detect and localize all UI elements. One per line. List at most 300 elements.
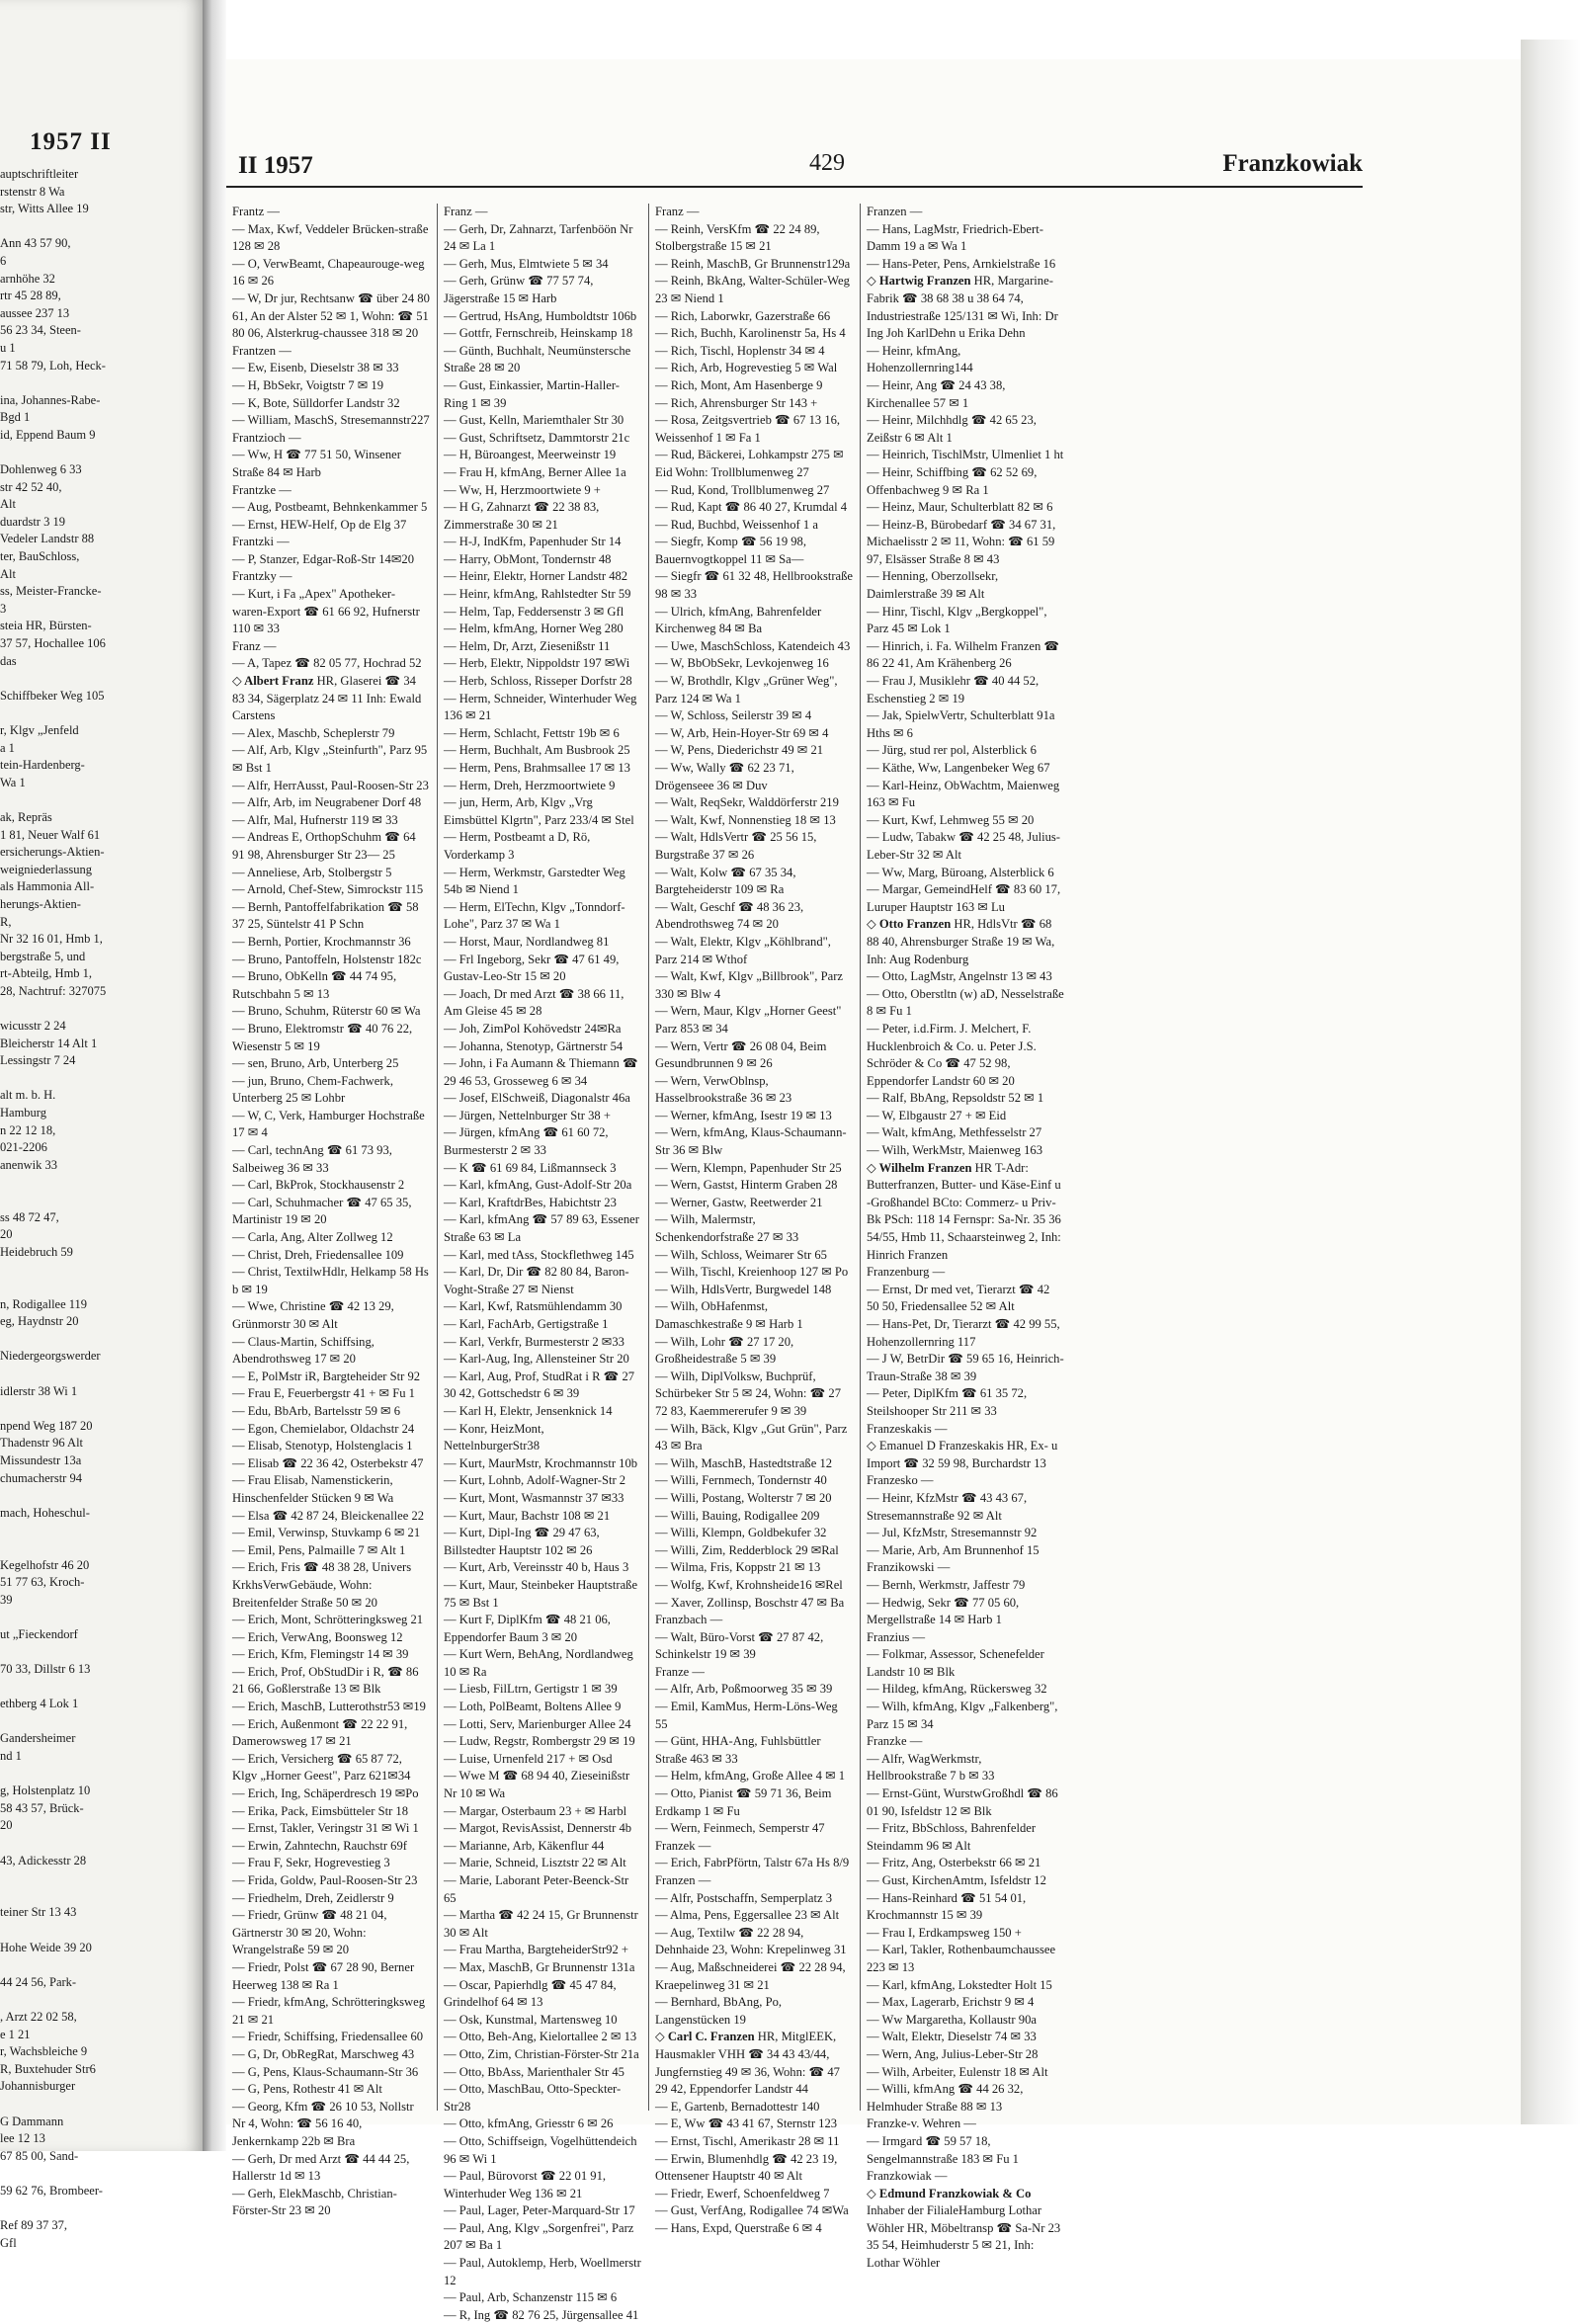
directory-entry: — Alfr, HerrAusst, Paul-Roosen-Str 23 bbox=[232, 778, 429, 792]
facing-page-line: r, Klgv „Jenfeld bbox=[0, 723, 79, 737]
directory-entry: — Liesb, FilLtrn, Gertigstr 1 ✉ 39 bbox=[444, 1682, 618, 1697]
directory-entry: — Ww, Wally ☎ 62 23 71, Drögenseee 36 ✉ Duv bbox=[655, 761, 794, 792]
directory-entry: — E, Ww ☎ 43 41 67, Sternstr 123 bbox=[655, 2116, 838, 2131]
facing-page-line: anenwik 33 bbox=[0, 1157, 57, 1172]
facing-page-line: das bbox=[0, 653, 17, 668]
facing-page-line: Bleicherstr 14 Alt 1 bbox=[0, 1036, 98, 1050]
directory-entry: — Frau Elisab, Namenstickerin, Hinschenfelder Stücken 9 ✉ Wa bbox=[232, 1473, 394, 1505]
facing-page-line bbox=[0, 1956, 188, 1974]
directory-entry: — William, MaschS, Stresemannstr227 bbox=[232, 413, 430, 428]
facing-page-line: tein-Hardenberg- bbox=[0, 758, 85, 773]
directory-entry: — Reinh, VersKfm ☎ 22 24 89, Stolbergstraße 15 ✉ 21 bbox=[655, 221, 820, 254]
facing-page-line bbox=[0, 1366, 188, 1383]
directory-entry: — Rud, Bäckerei, Lohkampstr 275 ✉ Eid Wohn: Trollblumenweg 27 bbox=[655, 448, 844, 479]
directory-entry: — Heinr, Ang ☎ 24 43 38, Kirchenallee 57 ✉ 1 bbox=[867, 377, 1006, 410]
directory-entry: — Otto, Pianist ☎ 59 71 36, Beim Erdkamp 1 ✉ Fu bbox=[655, 1786, 832, 1818]
directory-entry: — Walt, Kolw ☎ 67 35 34, Bargteheiderstr 109 ✉ Ra bbox=[655, 865, 796, 897]
directory-entry: — Wilh, Bäck, Klgv „Gut Grün", Parz 43 ✉ Bra bbox=[655, 1421, 848, 1453]
directory-entry: — Günt, HHA-Ang, Fuhlsbüttler Straße 463 ✉ 33 bbox=[655, 1734, 821, 1766]
directory-entry: — Herb, Schloss, Risseper Dorfstr 28 bbox=[444, 674, 632, 689]
directory-entry: ◇ Carl C. Franzen HR, MitglEEK, Hausmakler VHH ☎ 34 43 43/44, Jungfernstieg 49 ✉ 36, Wohn: ☎ 47 29 42, Eppendorfer Landstr 44 bbox=[655, 2030, 840, 2097]
directory-entry: — Gerh, Dr, Zahnarzt, Tarfenböön Nr 24 ✉ La 1 bbox=[444, 221, 633, 254]
directory-entry: — Otto, Schiffseign, Vogelhüttendeich 96 ✉ Wi 1 bbox=[444, 2133, 637, 2166]
directory-entry: — Hans-Reinhard ☎ 51 54 01, Krochmannstr 15 ✉ 39 bbox=[867, 1890, 1027, 1923]
directory-entry: — Frau Martha, BargteheiderStr92 + bbox=[444, 1943, 628, 1957]
directory-entry: — Konr, HeizMont, NettelnburgerStr38 bbox=[444, 1421, 544, 1453]
directory-entry: — Friedr, Polst ☎ 67 28 90, Berner Heerweg 138 ✉ Ra 1 bbox=[232, 1959, 415, 1992]
directory-entry: — W, Dr jur, Rechtsanw ☎ über 24 80 61, An der Alster 52 ✉ 1, Wohn: ☎ 51 80 06, Alsterkrug-chaussee 318 ✉ 20 bbox=[232, 290, 430, 341]
facing-page-line: Alt bbox=[0, 497, 16, 512]
directory-entry: — Herm, Pens, Brahmsallee 17 ✉ 13 bbox=[444, 761, 630, 775]
facing-page-line bbox=[0, 2165, 188, 2183]
directory-entry: Franzbach — bbox=[655, 1613, 723, 1627]
facing-page-line: als Hammonia All- bbox=[0, 879, 95, 894]
directory-entry: — Margar, GemeindHelf ☎ 83 60 17, Luruper Hauptstr 163 ✉ Lu bbox=[867, 882, 1061, 914]
directory-entry: — Arnold, Chef-Stew, Simrockstr 115 bbox=[232, 882, 424, 897]
directory-entry: — Christ, TextilwHdlr, Helkamp 58 Hs b ✉ 19 bbox=[232, 1265, 429, 1296]
directory-entry: — Kurt, i Fa „Apex" Apotheker-waren-Export ☎ 61 66 92, Hufnerstr 110 ✉ 33 bbox=[232, 587, 420, 636]
facing-page-line: 37 57, Hochallee 106 bbox=[0, 636, 106, 651]
facing-page-line: u 1 bbox=[0, 340, 16, 355]
directory-entry: — J W, BetrDir ☎ 59 65 16, Heinrich-Traun-Straße 38 ✉ 39 bbox=[867, 1352, 1064, 1383]
facing-page-line: Wa 1 bbox=[0, 775, 26, 789]
facing-page-line: mach, Hoheschul- bbox=[0, 1505, 90, 1520]
facing-page-line: steia HR, Bürsten- bbox=[0, 619, 92, 633]
directory-entry: — Josef, ElSchweiß, Diagonalstr 46a bbox=[444, 1091, 630, 1106]
directory-entry: — Wilh, WerkMstr, Maienweg 163 bbox=[867, 1143, 1042, 1158]
page-header bbox=[226, 146, 1363, 188]
directory-entry: — Gottfr, Fernschreib, Heinskamp 18 bbox=[444, 326, 633, 341]
facing-page-line: 51 77 63, Kroch- bbox=[0, 1575, 85, 1590]
directory-entry: — Rich, Ahrensburger Str 143 + bbox=[655, 395, 818, 410]
facing-page-line: Johannisburger bbox=[0, 2079, 76, 2094]
directory-entry: — Kurt, Arb, Vereinsstr 40 b, Haus 3 bbox=[444, 1560, 629, 1575]
facing-page-line: 56 23 34, Steen- bbox=[0, 323, 81, 338]
directory-entry: — Margot, RevisAssist, Dennerstr 4b bbox=[444, 1821, 632, 1836]
directory-entry: — John, i Fa Aumann & Thiemann ☎ 29 46 53, Grosseweg 6 ✉ 34 bbox=[444, 1056, 638, 1088]
directory-entry: — Hans, LagMstr, Friedrich-Ebert-Damm 19 a ✉ Wa 1 bbox=[867, 221, 1043, 254]
directory-entry: — Edu, BbArb, Bartelsstr 59 ✉ 6 bbox=[232, 1403, 401, 1418]
directory-entry: — W, C, Verk, Hamburger Hochstraße 17 ✉ 4 bbox=[232, 1108, 425, 1140]
directory-entry: — Otto, kfmAng, Griesstr 6 ✉ 26 bbox=[444, 2116, 614, 2131]
directory-entry: — Georg, Kfm ☎ 26 10 53, Nollstr Nr 4, Wohn: ☎ 56 16 40, Jenkernkamp 22b ✉ Bra bbox=[232, 2099, 414, 2148]
directory-entry: — Wilh, HdlsVertr, Burgwedel 148 bbox=[655, 1282, 832, 1296]
facing-page-line: ina, Johannes-Rabe- bbox=[0, 392, 101, 407]
facing-page-line: Thadenstr 96 Alt bbox=[0, 1436, 84, 1451]
directory-entry: — Aug, Textilw ☎ 22 28 94, Dehnhaide 23, Wohn: Krepelinweg 31 bbox=[655, 1925, 847, 1957]
directory-entry: — Hans-Pet, Dr, Tierarzt ☎ 42 99 55, Hohenzollernring 117 bbox=[867, 1317, 1060, 1349]
directory-entry: — G, Pens, Klaus-Schaumann-Str 36 bbox=[232, 2064, 419, 2079]
directory-entry: — Helm, Tap, Feddersenstr 3 ✉ Gfl bbox=[444, 604, 624, 619]
facing-page-line: Hohe Weide 39 20 bbox=[0, 1940, 92, 1954]
facing-page-line: wicusstr 2 24 bbox=[0, 1019, 66, 1034]
facing-page-line: 20 bbox=[0, 1227, 13, 1242]
directory-entry: — Wilh, Malermstr, Schenkendorfstraße 27 ✉ 33 bbox=[655, 1212, 799, 1245]
directory-entry: — Wilma, Fris, Koppstr 21 ✉ 13 bbox=[655, 1560, 821, 1575]
directory-entry: — Alfr, Arb, Poßmoorweg 35 ✉ 39 bbox=[655, 1682, 833, 1697]
directory-entry: Frantzen — bbox=[232, 343, 291, 358]
facing-page-line: 70 33, Dillstr 6 13 bbox=[0, 1662, 91, 1677]
directory-entry: — Elsa ☎ 42 87 24, Bleickenallee 22 bbox=[232, 1508, 425, 1523]
facing-page-line: id, Eppend Baum 9 bbox=[0, 427, 96, 442]
directory-entry: — Werner, kfmAng, Isestr 19 ✉ 13 bbox=[655, 1108, 832, 1122]
directory-entry: — Marie, Laborant Peter-Beenck-Str 65 bbox=[444, 1873, 629, 1905]
directory-entry: — Alma, Pens, Eggersallee 23 ✉ Alt bbox=[655, 1908, 840, 1923]
directory-entry: — Wilh, Arbeiter, Eulenstr 18 ✉ Alt bbox=[867, 2064, 1048, 2079]
directory-entry: — Wern, Vertr ☎ 26 08 04, Beim Gesundbrunnen 9 ✉ 26 bbox=[655, 1038, 827, 1071]
facing-page-line: 39 bbox=[0, 1592, 13, 1607]
directory-entry: — Erich, Kfm, Flemingstr 14 ✉ 39 bbox=[232, 1647, 409, 1662]
directory-entry: — Alfr, Postschaffn, Semperplatz 3 bbox=[655, 1890, 833, 1905]
directory-entry: — Kurt, Dipl-Ing ☎ 29 47 63, Billstedter Hauptstr 102 ✉ 26 bbox=[444, 1526, 600, 1557]
directory-entry: — Emil, KamMus, Herm-Löns-Weg 55 bbox=[655, 1700, 838, 1731]
directory-entry: — Frau H, kfmAng, Berner Allee 1a bbox=[444, 464, 626, 479]
facing-page-line: 6 bbox=[0, 253, 7, 268]
facing-page-line: bergstraße 5, und bbox=[0, 949, 86, 963]
facing-page-line: Heidebruch 59 bbox=[0, 1244, 73, 1259]
directory-entry: — Bruno, Elektromstr ☎ 40 76 22, Wiesenstr 5 ✉ 19 bbox=[232, 1021, 413, 1053]
directory-entry: — Walt, Elektr, Dieselstr 74 ✉ 33 bbox=[867, 2030, 1037, 2044]
directory-entry: — Bernhard, BbAng, Po, Langenstücken 19 bbox=[655, 1995, 783, 2027]
facing-page-line: ut „Fieckendorf bbox=[0, 1626, 78, 1641]
directory-entry: — Frau J, Musiklehr ☎ 40 44 52, Eschenstieg 2 ✉ 19 bbox=[867, 674, 1040, 706]
directory-entry: — Frau I, Erdkampsweg 150 + bbox=[867, 1925, 1022, 1940]
directory-column-1 bbox=[232, 204, 430, 2218]
directory-entry: — Carl, BkProk, Stockhausenstr 2 bbox=[232, 1178, 405, 1193]
directory-entry: — Karl, Verkfr, Burmesterstr 2 ✉33 bbox=[444, 1334, 624, 1349]
directory-entry: — W, Schloss, Seilerstr 39 ✉ 4 bbox=[655, 708, 812, 723]
directory-entry: Franzke-v. Wehren — bbox=[867, 2116, 976, 2131]
facing-page-line bbox=[0, 1001, 188, 1019]
directory-entry: — Herm, Schneider, Winterhuder Weg 136 ✉ 21 bbox=[444, 691, 637, 723]
facing-page-line bbox=[0, 1869, 188, 1887]
facing-page-line: 67 85 00, Sand- bbox=[0, 2148, 79, 2163]
directory-entry: — Otto, Oberstltn (w) aD, Nesselstraße 8 ✉ Fu 1 bbox=[867, 986, 1064, 1019]
directory-entry: — Friedhelm, Dreh, Zeidlerstr 9 bbox=[232, 1890, 394, 1905]
directory-entry: — Ludw, Regstr, Rombergstr 29 ✉ 19 bbox=[444, 1734, 635, 1749]
directory-entry: — Wilh, Tischl, Kreienhoop 127 ✉ Po bbox=[655, 1265, 849, 1280]
directory-entry: — Andreas E, OrthopSchuhm ☎ 64 91 98, Ahrensburger Str 23— 25 bbox=[232, 830, 416, 862]
directory-entry: Franz — bbox=[655, 205, 700, 218]
directory-entry: — Bernh, Pantoffelfabrikation ☎ 58 37 25, Süntelstr 41 P Schn bbox=[232, 899, 419, 932]
directory-entry: ◇ Hartwig Franzen HR, Margarine-Fabrik ☎ 38 68 38 u 38 64 74, Industriestraße 125/131 ✉ Wi, Inh: Dr Ing Joh KarlDehn u Erika Dehn bbox=[867, 274, 1058, 341]
facing-page-line bbox=[0, 1070, 188, 1088]
directory-entry: — W, BbObSekr, Levkojenweg 16 bbox=[655, 656, 829, 671]
facing-page-line: 58 43 57, Brück- bbox=[0, 1800, 84, 1815]
directory-entry: — Aug, Maßschneiderei ☎ 22 28 94, Kraepelinweg 31 ✉ 21 bbox=[655, 1959, 846, 1992]
facing-page-line: e 1 21 bbox=[0, 2027, 31, 2041]
page-edge bbox=[1521, 40, 1581, 2124]
directory-entry: — H-J, IndKfm, Papenhuder Str 14 bbox=[444, 535, 622, 549]
directory-entry: — Werner, Gastw, Reetwerder 21 bbox=[655, 1195, 823, 1209]
directory-entry: — Kurt, Kwf, Lehmweg 55 ✉ 20 bbox=[867, 812, 1035, 827]
directory-entry: — Karl, Kwf, Ratsmühlendamm 30 bbox=[444, 1299, 623, 1314]
directory-entry: — Erwin, Zahntechn, Rauchstr 69f bbox=[232, 1838, 407, 1853]
facing-page-line bbox=[0, 1887, 188, 1905]
directory-entry: — Alfr, Arb, im Neugrabener Dorf 48 bbox=[232, 795, 422, 810]
directory-entry: — Helm, kfmAng, Horner Weg 280 bbox=[444, 622, 624, 636]
directory-entry: Franzesko — bbox=[867, 1473, 934, 1488]
directory-entry: — Willi, Zim, Redderblock 29 ✉Ral bbox=[655, 1542, 839, 1557]
directory-entry: — Fritz, BbSchloss, Bahrenfelder Steindamm 96 ✉ Alt bbox=[867, 1821, 1037, 1853]
directory-entry: ◇ Emanuel D Franzeskakis HR, Ex- u Import ☎ 32 59 98, Burchardstr 13 bbox=[867, 1439, 1058, 1470]
directory-entry: — Heinr, Elektr, Horner Landstr 482 bbox=[444, 569, 628, 584]
directory-entry: — Willi, Bauing, Rodigallee 209 bbox=[655, 1508, 820, 1523]
directory-entry: — Rosa, Zeitgsvertrieb ☎ 67 13 16, Weissenhof 1 ✉ Fa 1 bbox=[655, 413, 841, 445]
directory-entry: — G, Pens, Rothestr 41 ✉ Alt bbox=[232, 2082, 382, 2097]
directory-entry: — Wolfg, Kwf, Krohnsheide16 ✉Rel bbox=[655, 1577, 843, 1592]
directory-entry: — Herm, Werkmstr, Garstedter Weg 54b ✉ Niend 1 bbox=[444, 865, 625, 897]
directory-entry: — Claus-Martin, Schiffsing, Abendrothsweg 17 ✉ 20 bbox=[232, 1334, 374, 1367]
facing-page-line: Kegelhofstr 46 20 bbox=[0, 1557, 90, 1572]
facing-page-line: , Arzt 22 02 58, bbox=[0, 2009, 77, 2024]
directory-entry: — Peter, DiplKfm ☎ 61 35 72, Steilshooper Str 211 ✉ 33 bbox=[867, 1386, 1028, 1418]
directory-entry: Franzen — bbox=[655, 1873, 711, 1887]
facing-page-line bbox=[0, 218, 188, 236]
facing-page-line bbox=[0, 1192, 188, 1209]
directory-entry: — Willi, Postang, Wolterstr 7 ✉ 20 bbox=[655, 1490, 832, 1505]
directory-entry: Franzeskakis — bbox=[867, 1421, 948, 1436]
directory-entry: — Rud, Kond, Trollblumenweg 27 bbox=[655, 482, 830, 497]
facing-page-line: ersicherungs-Aktien- bbox=[0, 845, 105, 860]
facing-page-line: n, Rodigallee 119 bbox=[0, 1296, 88, 1311]
facing-page-line: eg, Haydnstr 20 bbox=[0, 1314, 79, 1329]
facing-page-line: rt-Abteilg, Hmb 1, bbox=[0, 966, 93, 981]
directory-entry: — Ludw, Tabakw ☎ 42 25 48, Julius-Leber-Str 32 ✉ Alt bbox=[867, 830, 1061, 862]
directory-entry: — Horst, Maur, Nordlandweg 81 bbox=[444, 934, 610, 949]
directory-entry: — Karl, kfmAng, Gust-Adolf-Str 20a bbox=[444, 1178, 632, 1193]
facing-page-line: g, Holstenplatz 10 bbox=[0, 1784, 91, 1798]
directory-entry: — Walt, Büro-Vorst ☎ 27 87 42, Schinkelstr 19 ✉ 39 bbox=[655, 1629, 824, 1662]
directory-entry: — Siegfr ☎ 61 32 48, Hellbrookstraße 98 ✉ 33 bbox=[655, 569, 854, 602]
directory-entry: — Wwe, Christine ☎ 42 13 29, Grünmorstr 30 ✉ Alt bbox=[232, 1299, 394, 1331]
facing-page-line: 20 bbox=[0, 1818, 13, 1833]
directory-entry: Franzius — bbox=[867, 1629, 926, 1644]
directory-entry: — Karl, Takler, Rothenbaumchaussee 223 ✉ 13 bbox=[867, 1943, 1056, 1974]
directory-entry: — Anneliese, Arb, Stolbergstr 5 bbox=[232, 865, 392, 879]
facing-page-line bbox=[0, 1400, 188, 1418]
directory-entry: — Rich, Buchh, Karolinenstr 5a, Hs 4 bbox=[655, 326, 846, 341]
directory-entry: — O, VerwBeamt, Chapeaurouge-weg 16 ✉ 26 bbox=[232, 256, 425, 289]
directory-entry: — Erich, Mont, Schrötteringksweg 21 bbox=[232, 1613, 424, 1627]
directory-entry: — Erich, Außenmont ☎ 22 22 91, Damerowsweg 17 ✉ 21 bbox=[232, 1716, 408, 1749]
facing-page-line: 44 24 56, Park- bbox=[0, 1974, 77, 1989]
directory-entry: — Jürgen, Nettelnburger Str 38 + bbox=[444, 1108, 611, 1122]
directory-entry: — Xaver, Zollinsp, Boschstr 47 ✉ Ba bbox=[655, 1595, 845, 1610]
directory-entry: — Heinr, Schiffbing ☎ 62 52 69, Offenbachweg 9 ✉ Ra 1 bbox=[867, 464, 1038, 497]
directory-entry: — Wilh, Schloss, Weimarer Str 65 bbox=[655, 1247, 827, 1262]
directory-entry: — Jul, KfzMstr, Stresemannstr 92 bbox=[867, 1526, 1038, 1540]
directory-entry: — Jak, SpielwVertr, Schulterblatt 91a Hths ✉ 6 bbox=[867, 708, 1055, 740]
directory-entry: — Hinrich, i. Fa. Wilhelm Franzen ☎ 86 22 41, Am Krähenberg 26 bbox=[867, 638, 1060, 671]
facing-page-line bbox=[0, 2200, 188, 2217]
directory-entry: Franzke — bbox=[867, 1734, 923, 1749]
directory-entry: — Walt, Elektr, Klgv „Köhlbrand", Parz 214 ✉ Wthof bbox=[655, 934, 831, 966]
directory-entry: Franzen — bbox=[867, 205, 923, 218]
facing-page-text bbox=[0, 166, 188, 2252]
facing-page-line bbox=[0, 374, 188, 392]
page-number: 429 bbox=[809, 150, 845, 176]
directory-entry: — Erich, VerwAng, Boonsweg 12 bbox=[232, 1629, 403, 1644]
directory-column-4 bbox=[867, 204, 1064, 2271]
facing-page-line: Niedergeorgswerder bbox=[0, 1349, 101, 1364]
directory-entry: — Günth, Buchhalt, Neumünstersche Straße 28 ✉ 20 bbox=[444, 343, 631, 375]
facing-page-line: chumacherstr 94 bbox=[0, 1470, 82, 1485]
facing-page-line: aussee 237 13 bbox=[0, 305, 70, 320]
directory-entry: — Ernst-Günt, WurstwGroßhdl ☎ 86 01 90, Isfeldstr 12 ✉ Blk bbox=[867, 1786, 1058, 1818]
directory-columns bbox=[232, 204, 1369, 2322]
directory-entry: — K ☎ 61 69 84, Lißmannseck 3 bbox=[444, 1160, 617, 1175]
directory-entry: — Hedwig, Sekr ☎ 77 05 60, Mergellstraße 14 ✉ Harb 1 bbox=[867, 1595, 1020, 1627]
directory-entry: — Rich, Tischl, Hoplenstr 34 ✉ 4 bbox=[655, 343, 825, 358]
directory-entry: ◇ Wilhelm Franzen HR T-Adr: Butterfranzen, Butter- und Käse-Einf u -Großhandel BCto: Commerz- u Priv-Bk PSch: 118 14 Fernspr: Sa-Nr. 35 36 54/55, Hmb 11, Schaarsteinweg 2, Inh: Hinrich Franzen bbox=[867, 1160, 1061, 1262]
directory-entry: — Folkmar, Assessor, Schenefelder Landstr 10 ✉ Blk bbox=[867, 1647, 1044, 1679]
directory-entry: — Wern, Ang, Julius-Leber-Str 28 bbox=[867, 2046, 1039, 2061]
directory-entry: — Reinh, BkAng, Walter-Schüler-Weg 23 ✉ Niend 1 bbox=[655, 274, 850, 305]
directory-entry: — Erich, Fris ☎ 48 38 28, Univers KrkhsVerwGebäude, Wohn: Breitenfelder Straße 50 ✉ 20 bbox=[232, 1560, 412, 1610]
facing-page-line: ss, Meister-Francke- bbox=[0, 584, 102, 599]
column-divider bbox=[860, 204, 861, 2111]
directory-entry: — Aug, Postbeamt, Behnkenkammer 5 bbox=[232, 500, 428, 515]
directory-column-2 bbox=[444, 204, 641, 2322]
directory-entry: — Alfr, WagWerkmstr, Hellbrookstraße 7 b ✉ 33 bbox=[867, 1751, 995, 1784]
directory-entry: — Frau E, Feuerbergstr 41 + ✉ Fu 1 bbox=[232, 1386, 415, 1401]
directory-entry: — Otto, MaschBau, Otto-Speckter-Str28 bbox=[444, 2082, 622, 2114]
directory-entry: — Joh, ZimPol Kohövedstr 24✉Ra bbox=[444, 1021, 622, 1036]
directory-entry: — Ralf, BbAng, Repsoldstr 52 ✉ 1 bbox=[867, 1091, 1044, 1106]
directory-entry: — Heinr, Milchhdlg ☎ 42 65 23, Zeißstr 6 ✉ Alt 1 bbox=[867, 413, 1037, 445]
directory-entry: — Ernst, Dr med vet, Tierarzt ☎ 42 50 50, Friedensallee 52 ✉ Alt bbox=[867, 1282, 1050, 1314]
facing-page-line: 28, Nachtruf: 327075 bbox=[0, 983, 107, 998]
directory-entry: — Hildeg, kfmAng, Rückersweg 32 bbox=[867, 1682, 1047, 1697]
facing-page-line: n 22 12 18, bbox=[0, 1122, 56, 1137]
directory-entry: — A, Tapez ☎ 82 05 77, Hochrad 52 bbox=[232, 656, 422, 671]
directory-entry: — Walt, ReqSekr, Walddörferstr 219 bbox=[655, 795, 839, 810]
directory-entry: — Erich, FabrPförtn, Talstr 67a Hs 8/9 bbox=[655, 1856, 850, 1870]
facing-page-line: Dohlenweg 6 33 bbox=[0, 462, 82, 477]
directory-entry: Franz — bbox=[444, 205, 488, 218]
directory-entry: — Ernst, Takler, Veringstr 31 ✉ Wi 1 bbox=[232, 1821, 419, 1836]
directory-entry: — Erich, Versicherg ☎ 65 87 72, Klgv „Horner Geest", Parz 621✉34 bbox=[232, 1751, 411, 1784]
directory-entry: — Gertrud, HsAng, Humboldtstr 106b bbox=[444, 308, 637, 323]
directory-entry: — Joach, Dr med Arzt ☎ 38 66 11, Am Gleise 45 ✉ 28 bbox=[444, 986, 624, 1019]
facing-page-line bbox=[0, 1487, 188, 1505]
directory-entry: Frantzke — bbox=[232, 482, 291, 497]
facing-page-line: R, Buxtehuder Str6 bbox=[0, 2061, 96, 2076]
directory-entry: — Paul, Lager, Peter-Marquard-Str 17 bbox=[444, 2203, 635, 2218]
facing-page-line: alt m. b. H. bbox=[0, 1088, 56, 1103]
directory-entry: — Kurt, Lohnb, Adolf-Wagner-Str 2 bbox=[444, 1473, 626, 1488]
directory-entry: Frantzky — bbox=[232, 569, 292, 584]
facing-page-line bbox=[0, 1922, 188, 1940]
directory-entry: — Gerh, ElekMaschb, Christian-Förster-Str 23 ✉ 20 bbox=[232, 2186, 397, 2218]
directory-entry: — Carla, Ang, Alter Zollweg 12 bbox=[232, 1230, 393, 1245]
directory-entry: — Rud, Buchbd, Weissenhof 1 a bbox=[655, 517, 818, 532]
directory-entry: — Friedr, kfmAng, Schrötteringksweg 21 ✉ 21 bbox=[232, 1995, 426, 2027]
directory-entry: — Ww Margaretha, Kollaustr 90a bbox=[867, 2012, 1037, 2027]
directory-entry: — Max, Lagerarb, Erichstr 9 ✉ 4 bbox=[867, 1995, 1035, 2010]
directory-entry: — Erich, Ing, Schäperdresch 19 ✉Po bbox=[232, 1786, 419, 1801]
column-divider bbox=[437, 204, 438, 2111]
directory-entry: — Herm, Postbeamt a D, Rö, Vorderkamp 3 bbox=[444, 830, 591, 862]
directory-entry: — Harry, ObMont, Tondernstr 48 bbox=[444, 551, 612, 566]
directory-entry: — Wilh, kfmAng, Klgv „Falkenberg", Parz 15 ✉ 34 bbox=[867, 1700, 1058, 1731]
directory-entry: — Otto, LagMstr, Angelnstr 13 ✉ 43 bbox=[867, 969, 1052, 984]
facing-page-line: Ann 43 57 90, bbox=[0, 236, 71, 251]
directory-entry: — Kurt, Maur, Steinbeker Hauptstraße 75 ✉ Bst 1 bbox=[444, 1577, 638, 1610]
directory-entry: Frantzki — bbox=[232, 535, 290, 549]
directory-entry: — Carl, technAng ☎ 61 73 93, Salbeiweg 36 ✉ 33 bbox=[232, 1143, 392, 1175]
directory-entry: — Marianne, Arb, Käkenflur 44 bbox=[444, 1838, 605, 1853]
directory-entry: — Willi, Fernmech, Tondernstr 40 bbox=[655, 1473, 827, 1488]
facing-page-line: 43, Adickesstr 28 bbox=[0, 1853, 87, 1868]
facing-page-line bbox=[0, 2096, 188, 2114]
directory-entry: — Karl H, Elektr, Jensenknick 14 bbox=[444, 1403, 613, 1418]
directory-entry: — Heinr, kfmAng, Hohenzollernring144 bbox=[867, 343, 973, 375]
directory-entry: — Wern, Gastst, Hinterm Graben 28 bbox=[655, 1178, 838, 1193]
facing-page-line: Schiffbeker Weg 105 bbox=[0, 688, 105, 703]
directory-entry: — Helm, kfmAng, Große Allee 4 ✉ 1 bbox=[655, 1769, 846, 1784]
facing-page-line: R, bbox=[0, 914, 12, 929]
directory-entry: — Heinz-B, Bürobedarf ☎ 34 67 31, Michaelisstr 2 ✉ 11, Wohn: ☎ 61 59 97, Elsässer Straße 8 ✉ 43 bbox=[867, 517, 1056, 566]
facing-page-line: Alt bbox=[0, 566, 16, 581]
directory-entry: — Walt, HdlsVertr ☎ 25 56 15, Burgstraße 37 ✉ 26 bbox=[655, 830, 817, 862]
directory-entry: Franze — bbox=[655, 1664, 706, 1679]
directory-entry: — Christ, Dreh, Friedensallee 109 bbox=[232, 1247, 404, 1262]
facing-page-line bbox=[0, 705, 188, 722]
facing-page-line: weigniederlassung bbox=[0, 862, 93, 876]
directory-entry: — Margar, Osterbaum 23 + ✉ Harbl bbox=[444, 1803, 627, 1818]
directory-entry: — Ulrich, kfmAng, Bahrenfelder Kirchenweg 84 ✉ Ba bbox=[655, 604, 822, 636]
directory-column-3 bbox=[655, 204, 854, 2235]
directory-entry: — Fritz, Ang, Osterbekstr 66 ✉ 21 bbox=[867, 1856, 1041, 1870]
facing-page-line: duardstr 3 19 bbox=[0, 514, 65, 529]
facing-page-line: str 42 52 40, bbox=[0, 479, 62, 494]
directory-entry: — Rich, Mont, Am Hasenberge 9 bbox=[655, 377, 823, 392]
directory-entry: — Frau F, Sekr, Hogrevestieg 3 bbox=[232, 1856, 390, 1870]
column-divider bbox=[648, 204, 649, 2111]
directory-entry: — Johanna, Stenotyp, Gärtnerstr 54 bbox=[444, 1038, 624, 1053]
facing-page-line: Gfl bbox=[0, 2235, 17, 2250]
directory-entry: — Jürgen, kfmAng ☎ 61 60 72, Burmesterstr 2 ✉ 33 bbox=[444, 1125, 609, 1158]
facing-page-line bbox=[0, 1643, 188, 1661]
facing-page-line bbox=[0, 1835, 188, 1853]
directory-entry: — Frl Ingeborg, Sekr ☎ 47 61 49, Gustav-Leo-Str 15 ✉ 20 bbox=[444, 952, 620, 984]
directory-entry: ◇ Otto Franzen HR, HdlsVtr ☎ 68 88 40, Ahrensburger Straße 19 ✉ Wa, Inh: Aug Rodenburg bbox=[867, 917, 1055, 966]
directory-entry: Franzikowski — bbox=[867, 1560, 951, 1575]
directory-entry: — Karl, kfmAng ☎ 57 89 63, Essener Straße 63 ✉ La bbox=[444, 1212, 639, 1245]
directory-entry: ◇ Albert Franz HR, Glaserei ☎ 34 83 34, Sägerplatz 24 ✉ 11 Inh: Ewald Carstens bbox=[232, 674, 422, 723]
directory-page bbox=[226, 59, 1521, 2322]
directory-entry: ◇ Edmund Franzkowiak & Co Inhaber der FilialeHamburg Lothar Wöhler HR, Möbeltransp ☎ Sa-Nr 23 35 54, Heimhuderstr 5 ✉ 21, Inh: Lothar Wöhler bbox=[867, 2186, 1061, 2271]
directory-entry: Franzkowiak — bbox=[867, 2169, 948, 2184]
directory-entry: — Otto, Zim, Christian-Förster-Str 21a bbox=[444, 2046, 639, 2061]
directory-entry: — Henning, Oberzollsekr, Daimlerstraße 39 ✉ Alt bbox=[867, 569, 999, 602]
directory-entry: — Kurt F, DiplKfm ☎ 48 21 06, Eppendorfer Baum 3 ✉ 20 bbox=[444, 1613, 611, 1644]
directory-entry: — Kurt, Mont, Wasmannstr 37 ✉33 bbox=[444, 1490, 624, 1505]
facing-page-line: Gandersheimer bbox=[0, 1731, 76, 1746]
directory-entry: — Luise, Urnenfeld 217 + ✉ Osd bbox=[444, 1751, 613, 1766]
directory-entry: — Herb, Elektr, Nippoldstr 197 ✉Wi bbox=[444, 656, 630, 671]
facing-page-line: a 1 bbox=[0, 740, 15, 755]
directory-entry: — Alf, Arb, Klgv „Steinfurth", Parz 95 ✉ Bst 1 bbox=[232, 743, 428, 775]
directory-entry: — Friedr, Grünw ☎ 48 21 04, Gärtnerstr 30 ✉ 20, Wohn: Wrangelstraße 59 ✉ 20 bbox=[232, 1908, 387, 1957]
directory-entry: — Heinz, Maur, Schulterblatt 82 ✉ 6 bbox=[867, 500, 1053, 515]
facing-page-line: teiner Str 13 43 bbox=[0, 1905, 77, 1920]
directory-entry: — Karl, med tAss, Stockflethweg 145 bbox=[444, 1247, 634, 1262]
directory-entry: — R, Ing ☎ 82 76 25, Jürgensallee 41 bbox=[444, 2307, 639, 2322]
facing-page-line: Vedeler Landstr 88 bbox=[0, 532, 95, 546]
